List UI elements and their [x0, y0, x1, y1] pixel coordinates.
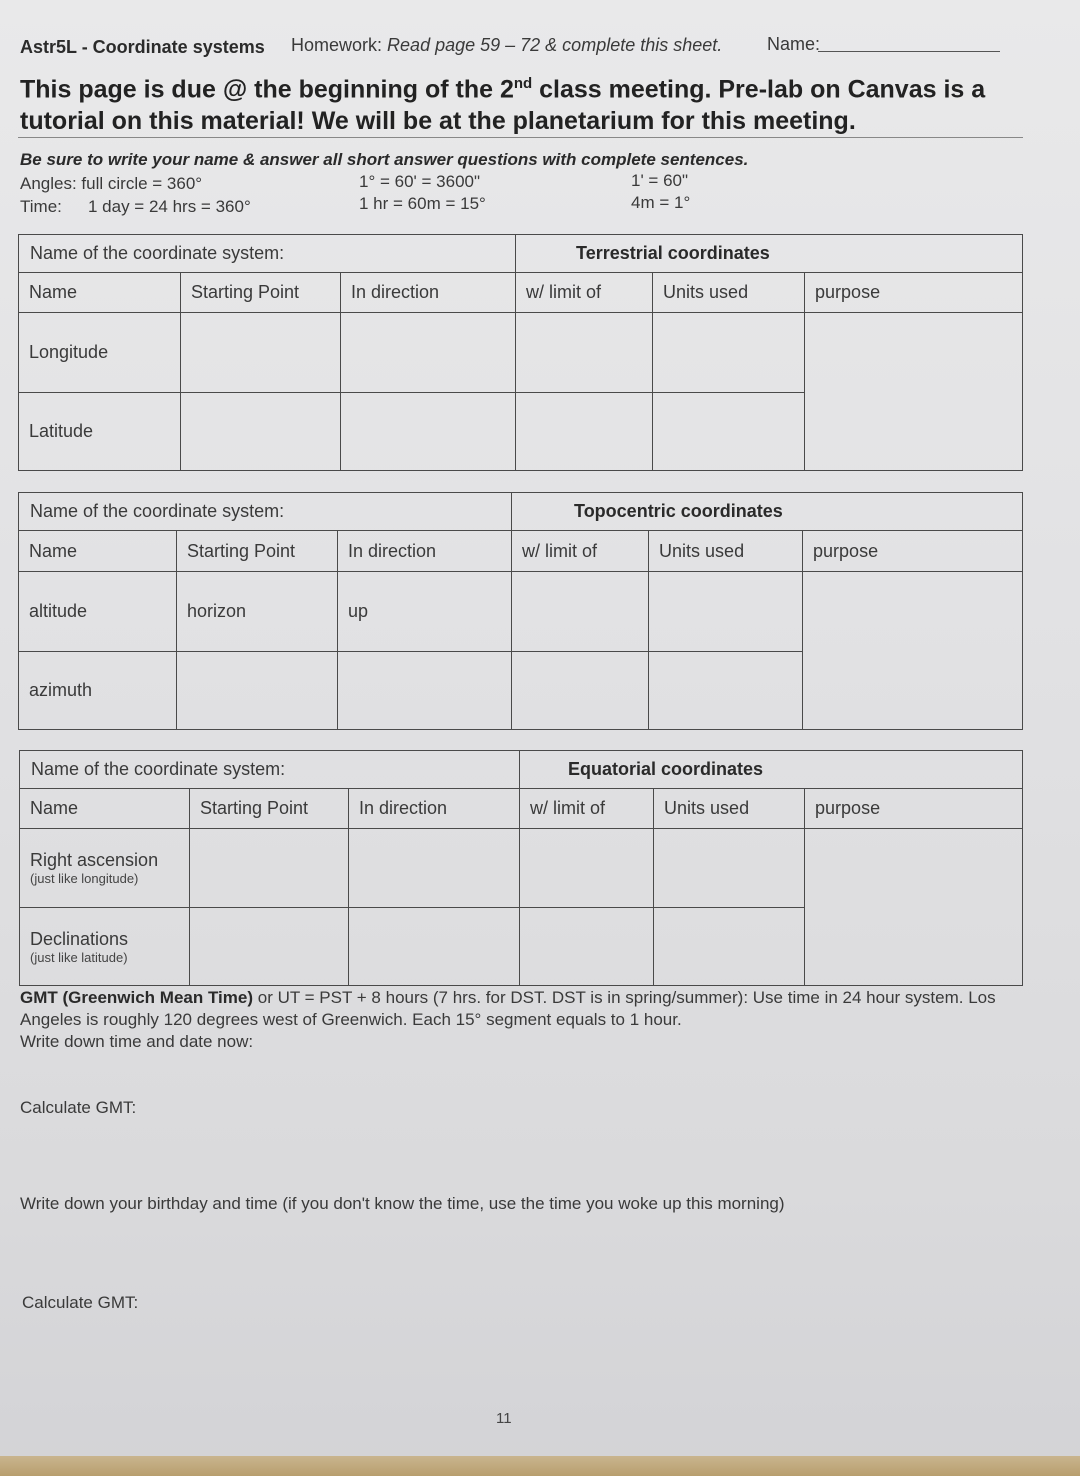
gmt-instructions: [20, 987, 1020, 1053]
col-header-limit: w/ limit of: [516, 273, 653, 313]
cell-limit[interactable]: [516, 393, 653, 471]
homework-label: Homework:: [291, 35, 383, 55]
row-name: Declinations: [30, 928, 129, 949]
conv-angles-mid: 1° = 60' = 3600": [359, 172, 481, 191]
terrestrial-table: [18, 234, 1023, 471]
homework-line: [291, 35, 722, 56]
birthday-question: Write down your birthday and time (if you don't know the time, use the time you woke up this morning): [20, 1194, 785, 1213]
notice-part2: class meeting. Pre-lab on Canvas is a tutorial on this material! We will be at the planetarium for this meeting.: [20, 75, 986, 136]
conv-time-label: Time:: [20, 197, 62, 216]
cell-limit[interactable]: [516, 313, 653, 393]
cell-direction[interactable]: [338, 652, 512, 730]
col-header-starting-point: Starting Point: [177, 531, 338, 572]
gmt-prompt: Write down time and date now:: [20, 1032, 254, 1051]
col-header-purpose: purpose: [803, 531, 1023, 572]
cell-limit[interactable]: [520, 829, 654, 908]
system-name: Terrestrial coordinates: [516, 235, 1023, 273]
cell-units[interactable]: [653, 393, 805, 471]
divider: [18, 137, 1023, 138]
row-name: Right ascension: [30, 850, 159, 870]
col-header-units: Units used: [654, 789, 805, 829]
col-header-name: Name: [20, 789, 190, 829]
col-header-units: Units used: [653, 273, 805, 313]
col-header-name: Name: [19, 273, 181, 313]
col-header-units: Units used: [649, 531, 803, 572]
calculate-gmt-1: Calculate GMT:: [20, 1098, 137, 1117]
course-title: Astr5L - Coordinate systems: [20, 37, 265, 57]
cell-units[interactable]: [649, 652, 803, 730]
calculate-gmt-2: Calculate GMT:: [22, 1293, 139, 1312]
name-blank-line[interactable]: [818, 51, 1000, 52]
system-name: Equatorial coordinates: [520, 751, 1023, 789]
homework-text: Read page 59 – 72 & complete this sheet.: [387, 35, 723, 55]
row-note: (just like longitude): [30, 871, 139, 886]
cell-purpose[interactable]: [805, 313, 1023, 471]
cell-starting-point[interactable]: [181, 393, 341, 471]
desk-surface: [0, 1456, 1080, 1476]
topocentric-table: [18, 492, 1023, 730]
row-name: Latitude: [19, 393, 181, 471]
system-label: Name of the coordinate system:: [19, 493, 512, 531]
cell-direction[interactable]: [341, 313, 516, 393]
cell-starting-point[interactable]: [181, 313, 341, 393]
conv-time-mid: 1 hr = 60m = 15°: [359, 194, 486, 213]
instructions: Be sure to write your name & answer all short answer questions with complete sentences.: [20, 150, 749, 169]
page-number: 11: [496, 1410, 512, 1427]
row-name-cell: [20, 908, 190, 986]
conv-angles: Angles: full circle = 360°: [20, 174, 203, 193]
cell-starting-point[interactable]: [190, 829, 349, 908]
cell-starting-point[interactable]: [177, 652, 338, 730]
gmt-bold: GMT (Greenwich Mean Time): [20, 988, 254, 1007]
row-name: azimuth: [19, 652, 177, 730]
system-name: Topocentric coordinates: [512, 493, 1023, 531]
cell-starting-point[interactable]: horizon: [177, 572, 338, 652]
gmt-text: or UT = PST + 8 hours (7 hrs. for DST. DST is in spring/summer): Use time in 24 hour system. Los Angeles is roughly 120 degrees west of Greenwich. Each 15° segment equals to 1 hour.: [20, 988, 996, 1029]
cell-units[interactable]: [654, 908, 805, 986]
col-header-name: Name: [19, 531, 177, 572]
notice-sup: nd: [513, 75, 533, 92]
col-header-starting-point: Starting Point: [181, 273, 341, 313]
col-header-limit: w/ limit of: [520, 789, 654, 829]
col-header-direction: In direction: [338, 531, 512, 572]
system-label: Name of the coordinate system:: [19, 235, 516, 273]
cell-units[interactable]: [653, 313, 805, 393]
due-notice: [20, 68, 1030, 137]
cell-units[interactable]: [654, 829, 805, 908]
equatorial-table: [19, 750, 1023, 986]
cell-limit[interactable]: [512, 572, 649, 652]
cell-direction[interactable]: [349, 908, 520, 986]
conv-time-left: 1 day = 24 hrs = 360°: [88, 197, 251, 216]
col-header-direction: In direction: [349, 789, 520, 829]
col-header-purpose: purpose: [805, 789, 1023, 829]
cell-direction[interactable]: up: [338, 572, 512, 652]
col-header-limit: w/ limit of: [512, 531, 649, 572]
system-label: Name of the coordinate system:: [20, 751, 520, 789]
cell-direction[interactable]: [341, 393, 516, 471]
cell-purpose[interactable]: [805, 829, 1023, 986]
row-name-cell: [20, 829, 190, 908]
row-note: (just like latitude): [30, 949, 128, 965]
col-header-purpose: purpose: [805, 273, 1023, 313]
cell-direction[interactable]: [349, 829, 520, 908]
col-header-starting-point: Starting Point: [190, 789, 349, 829]
row-name: Longitude: [19, 313, 181, 393]
cell-units[interactable]: [649, 572, 803, 652]
row-name: altitude: [19, 572, 177, 652]
notice-part1: This page is due @ the beginning of the 2: [20, 75, 514, 104]
name-label: Name:: [767, 34, 821, 54]
cell-limit[interactable]: [512, 652, 649, 730]
conv-angles-right: 1' = 60": [631, 171, 689, 190]
cell-starting-point[interactable]: [190, 908, 349, 986]
conv-time-right: 4m = 1°: [631, 193, 691, 212]
cell-limit[interactable]: [520, 908, 654, 986]
col-header-direction: In direction: [341, 273, 516, 313]
cell-purpose[interactable]: [803, 572, 1023, 730]
